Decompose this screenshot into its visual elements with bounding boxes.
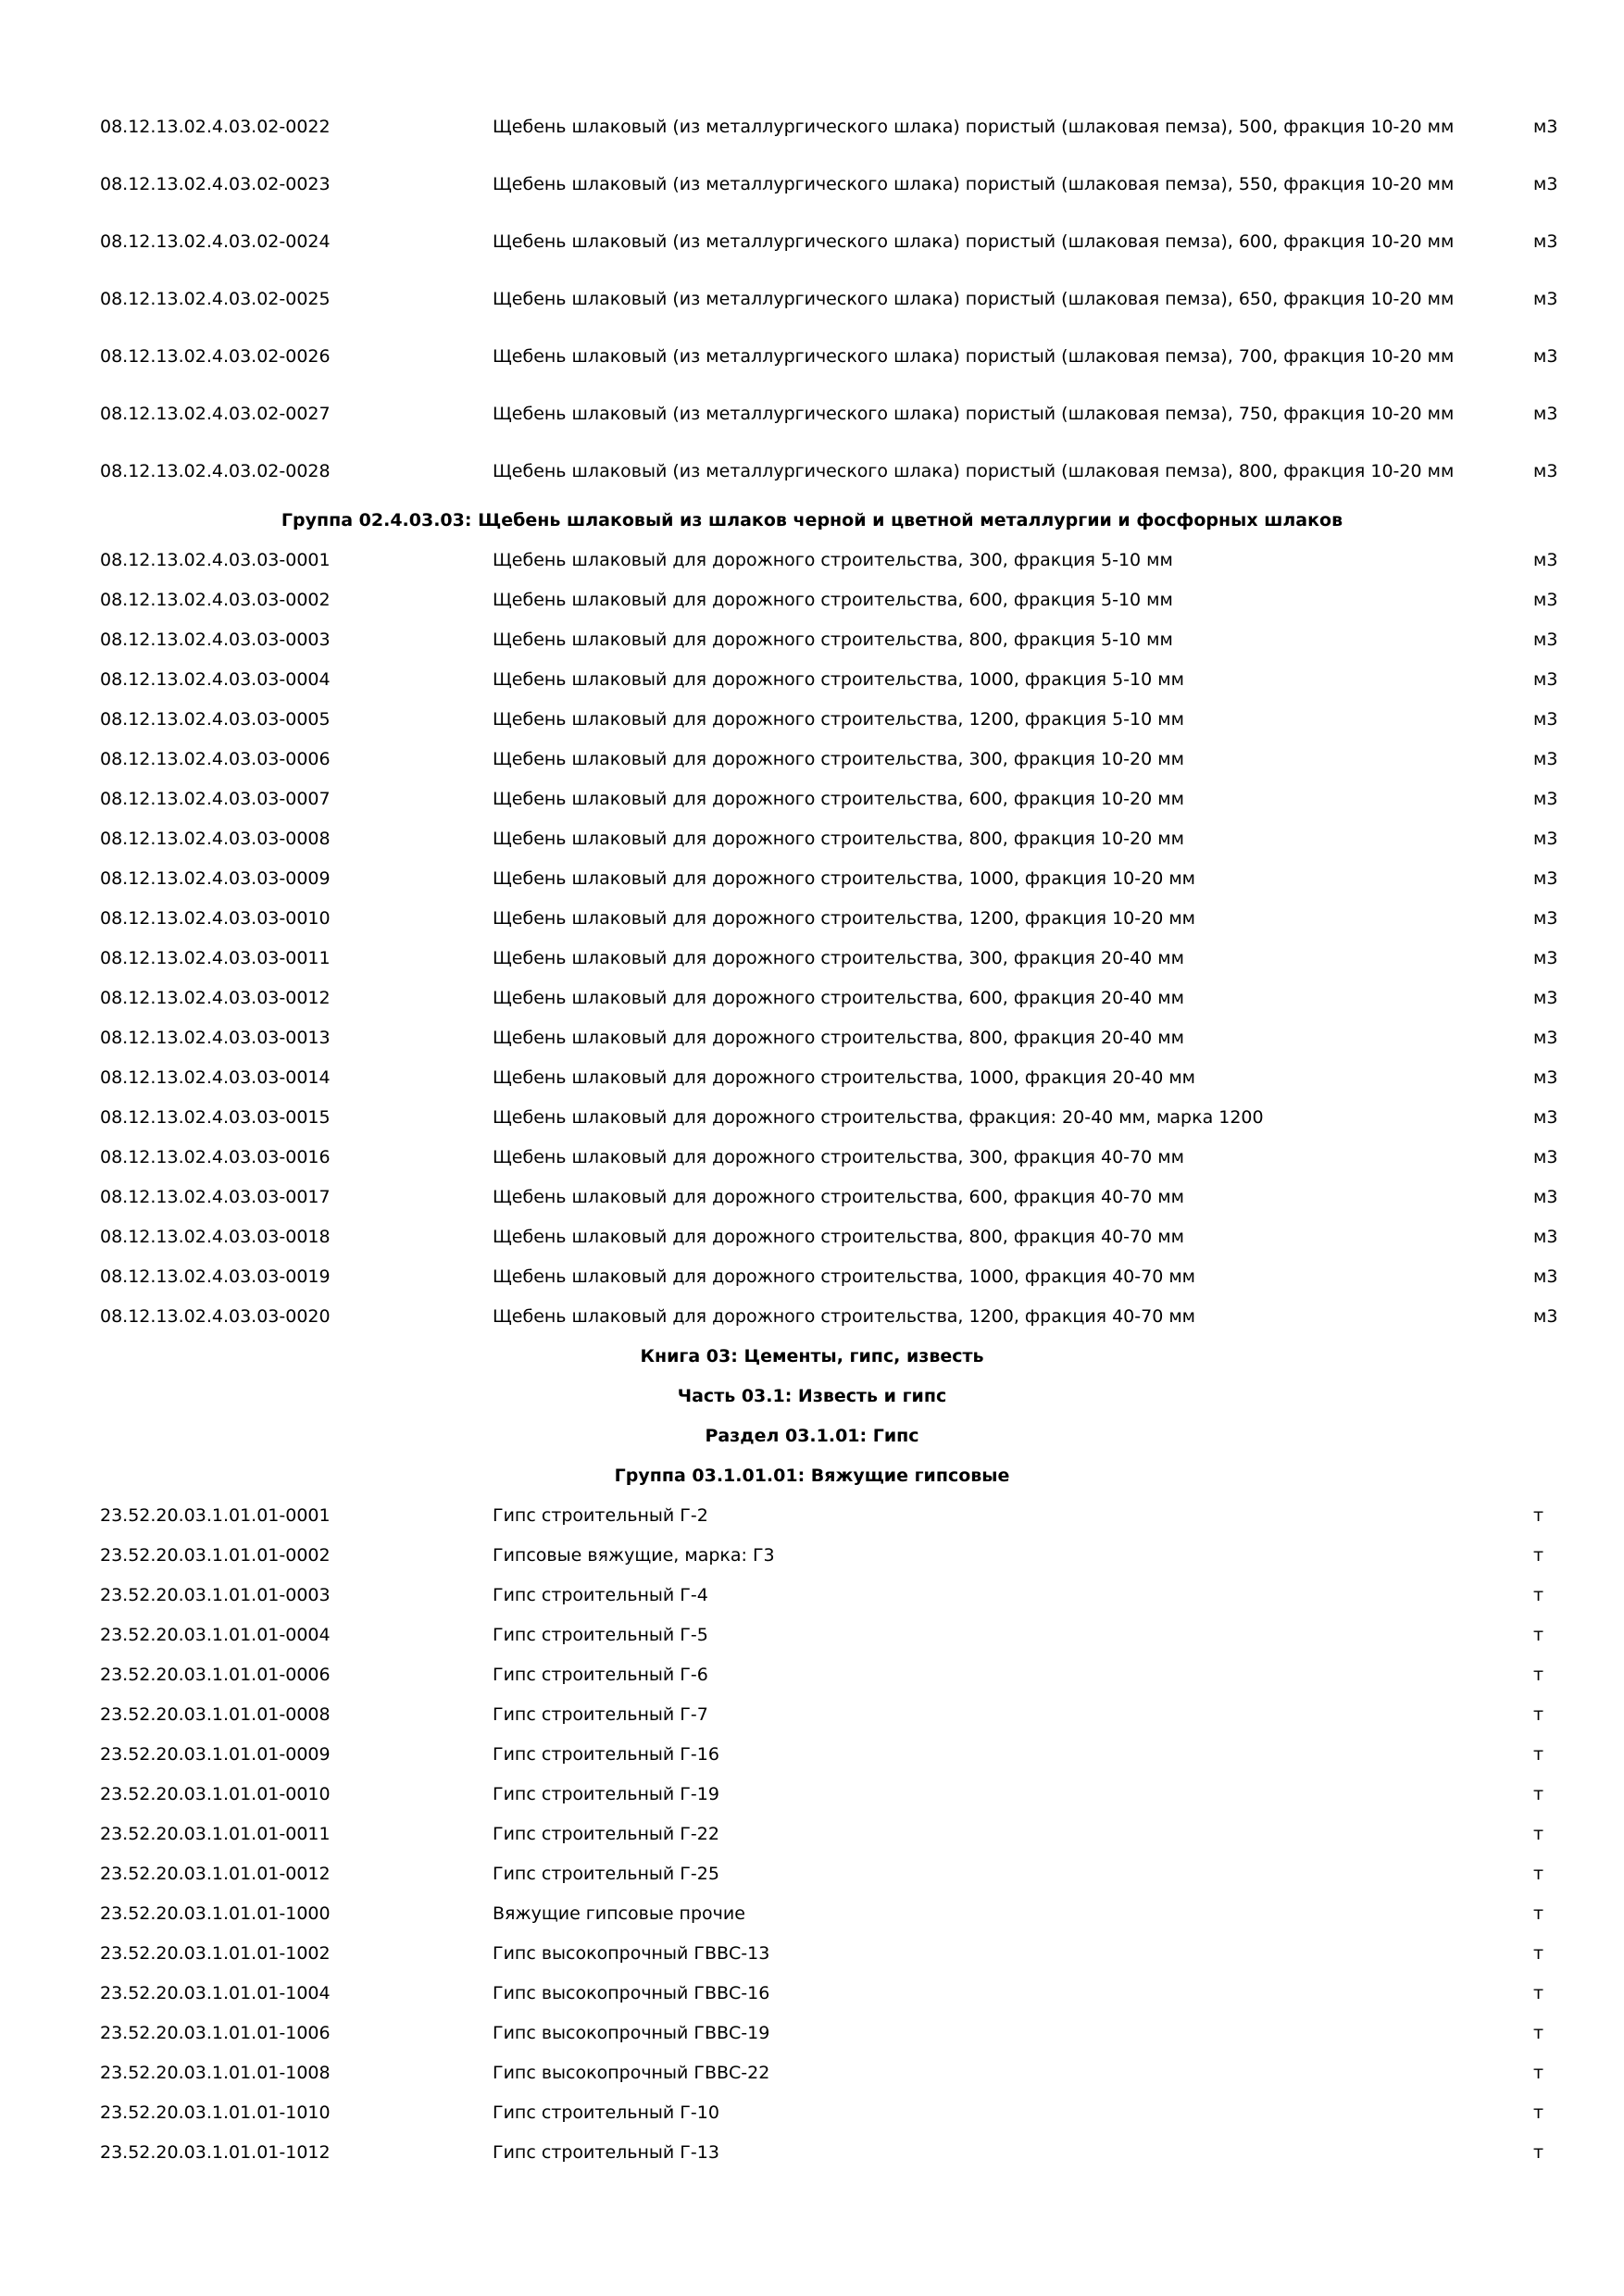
item-unit: м3	[1533, 948, 1558, 968]
item-name: Щебень шлаковый для дорожного строительства, 800, фракция 40-70 мм	[493, 1227, 1184, 1247]
item-name: Гипс строительный Г-19	[493, 1784, 719, 1804]
item-code: 23.52.20.03.1.01.01-1004	[100, 1983, 331, 2003]
item-name: Гипс строительный Г-5	[493, 1625, 708, 1645]
item-code: 08.12.13.02.4.03.03-0020	[100, 1306, 331, 1327]
item-name: Гипс высокопрочный ГВВС-13	[493, 1943, 770, 1964]
item-code: 08.12.13.02.4.03.03-0001	[100, 550, 331, 570]
item-code: 23.52.20.03.1.01.01-1002	[100, 1943, 331, 1964]
item-unit: м3	[1533, 829, 1558, 849]
item-name: Щебень шлаковый для дорожного строительства, 600, фракция 40-70 мм	[493, 1187, 1184, 1207]
item-name: Гипс строительный Г-22	[493, 1824, 719, 1844]
item-code: 23.52.20.03.1.01.01-0009	[100, 1744, 331, 1765]
item-unit: т	[1533, 1545, 1544, 1566]
item-unit: м3	[1533, 590, 1558, 610]
item-name: Гипс строительный Г-2	[493, 1505, 708, 1526]
item-unit: м3	[1533, 1227, 1558, 1247]
item-unit: т	[1533, 2023, 1544, 2043]
item-name: Щебень шлаковый для дорожного строительства, 600, фракция 5-10 мм	[493, 590, 1173, 610]
item-unit: м3	[1533, 669, 1558, 690]
item-code: 08.12.13.02.4.03.02-0025	[100, 289, 331, 309]
group-heading: Группа 03.1.01.01: Вяжущие гипсовые	[614, 1466, 1010, 1486]
item-code: 08.12.13.02.4.03.02-0028	[100, 461, 331, 481]
item-unit: т	[1533, 1625, 1544, 1645]
item-name: Гипс строительный Г-13	[493, 2142, 719, 2163]
item-name: Щебень шлаковый (из металлургического шлака) пористый (шлаковая пемза), 700, фракция 10-20 мм	[493, 346, 1455, 367]
item-unit: т	[1533, 1784, 1544, 1804]
item-unit: м3	[1533, 868, 1558, 889]
item-unit: м3	[1533, 461, 1558, 481]
item-unit: м3	[1533, 1267, 1558, 1287]
item-unit: м3	[1533, 174, 1558, 194]
item-code: 08.12.13.02.4.03.02-0022	[100, 117, 331, 137]
item-unit: т	[1533, 1505, 1544, 1526]
item-code: 08.12.13.02.4.03.03-0005	[100, 709, 331, 730]
item-unit: м3	[1533, 404, 1558, 424]
item-code: 08.12.13.02.4.03.02-0027	[100, 404, 331, 424]
item-code: 08.12.13.02.4.03.02-0024	[100, 231, 331, 252]
item-name: Щебень шлаковый (из металлургического шлака) пористый (шлаковая пемза), 750, фракция 10-20 мм	[493, 404, 1455, 424]
item-unit: м3	[1533, 1067, 1558, 1088]
item-code: 23.52.20.03.1.01.01-0004	[100, 1625, 331, 1645]
group-heading: Часть 03.1: Известь и гипс	[677, 1386, 947, 1406]
item-name: Щебень шлаковый (из металлургического шлака) пористый (шлаковая пемза), 500, фракция 10-20 мм	[493, 117, 1455, 137]
item-unit: т	[1533, 1665, 1544, 1685]
item-code: 23.52.20.03.1.01.01-0006	[100, 1665, 331, 1685]
item-name: Щебень шлаковый для дорожного строительства, 800, фракция 20-40 мм	[493, 1028, 1184, 1048]
item-unit: м3	[1533, 550, 1558, 570]
item-code: 08.12.13.02.4.03.03-0008	[100, 829, 331, 849]
item-name: Щебень шлаковый для дорожного строительства, 1200, фракция 5-10 мм	[493, 709, 1184, 730]
item-name: Гипс высокопрочный ГВВС-19	[493, 2023, 770, 2043]
item-code: 23.52.20.03.1.01.01-1012	[100, 2142, 331, 2163]
item-code: 23.52.20.03.1.01.01-1008	[100, 2063, 331, 2083]
group-heading: Книга 03: Цементы, гипс, известь	[640, 1346, 984, 1366]
item-code: 08.12.13.02.4.03.03-0015	[100, 1107, 331, 1128]
item-unit: т	[1533, 2063, 1544, 2083]
item-name: Щебень шлаковый для дорожного строительства, 1000, фракция 5-10 мм	[493, 669, 1184, 690]
item-name: Щебень шлаковый для дорожного строительства, 1000, фракция 40-70 мм	[493, 1267, 1196, 1287]
item-code: 08.12.13.02.4.03.02-0026	[100, 346, 331, 367]
item-unit: м3	[1533, 1107, 1558, 1128]
item-code: 23.52.20.03.1.01.01-0012	[100, 1864, 331, 1884]
item-unit: м3	[1533, 630, 1558, 650]
item-name: Щебень шлаковый для дорожного строительства, 1200, фракция 10-20 мм	[493, 908, 1196, 929]
item-unit: т	[1533, 1704, 1544, 1725]
item-code: 08.12.13.02.4.03.03-0019	[100, 1267, 331, 1287]
item-code: 08.12.13.02.4.03.03-0011	[100, 948, 331, 968]
group-heading: Группа 02.4.03.03: Щебень шлаковый из шлаков черной и цветной металлургии и фосфорных шлаков	[281, 510, 1343, 530]
item-unit: т	[1533, 1864, 1544, 1884]
item-code: 08.12.13.02.4.03.03-0010	[100, 908, 331, 929]
item-code: 08.12.13.02.4.03.03-0003	[100, 630, 331, 650]
item-name: Гипс строительный Г-10	[493, 2103, 719, 2123]
item-name: Щебень шлаковый для дорожного строительства, 1000, фракция 20-40 мм	[493, 1067, 1196, 1088]
item-code: 08.12.13.02.4.03.03-0007	[100, 789, 331, 809]
item-name: Щебень шлаковый для дорожного строительства, 1000, фракция 10-20 мм	[493, 868, 1196, 889]
item-code: 23.52.20.03.1.01.01-0011	[100, 1824, 331, 1844]
item-name: Гипсовые вяжущие, марка: Г3	[493, 1545, 775, 1566]
item-unit: м3	[1533, 1028, 1558, 1048]
item-unit: т	[1533, 1903, 1544, 1924]
item-unit: м3	[1533, 117, 1558, 137]
item-unit: м3	[1533, 709, 1558, 730]
item-name: Гипс строительный Г-25	[493, 1864, 719, 1884]
item-name: Щебень шлаковый (из металлургического шлака) пористый (шлаковая пемза), 600, фракция 10-20 мм	[493, 231, 1455, 252]
item-code: 08.12.13.02.4.03.03-0018	[100, 1227, 331, 1247]
item-code: 08.12.13.02.4.03.03-0016	[100, 1147, 331, 1167]
item-code: 08.12.13.02.4.03.02-0023	[100, 174, 331, 194]
item-unit: т	[1533, 2142, 1544, 2163]
item-name: Щебень шлаковый для дорожного строительства, 300, фракция 10-20 мм	[493, 749, 1184, 769]
group-heading: Раздел 03.1.01: Гипс	[705, 1426, 919, 1446]
item-name: Щебень шлаковый для дорожного строительства, фракция: 20-40 мм, марка 1200	[493, 1107, 1264, 1128]
item-name: Щебень шлаковый для дорожного строительства, 1200, фракция 40-70 мм	[493, 1306, 1196, 1327]
item-unit: т	[1533, 1824, 1544, 1844]
item-unit: т	[1533, 1744, 1544, 1765]
item-name: Щебень шлаковый (из металлургического шлака) пористый (шлаковая пемза), 550, фракция 10-20 мм	[493, 174, 1455, 194]
item-unit: м3	[1533, 1147, 1558, 1167]
item-name: Вяжущие гипсовые прочие	[493, 1903, 745, 1924]
item-unit: т	[1533, 1983, 1544, 2003]
item-name: Щебень шлаковый для дорожного строительства, 300, фракция 40-70 мм	[493, 1147, 1184, 1167]
item-name: Щебень шлаковый для дорожного строительства, 800, фракция 10-20 мм	[493, 829, 1184, 849]
item-code: 23.52.20.03.1.01.01-0001	[100, 1505, 331, 1526]
item-code: 08.12.13.02.4.03.03-0013	[100, 1028, 331, 1048]
item-unit: м3	[1533, 789, 1558, 809]
item-unit: м3	[1533, 1187, 1558, 1207]
item-name: Щебень шлаковый (из металлургического шлака) пористый (шлаковая пемза), 800, фракция 10-20 мм	[493, 461, 1455, 481]
item-unit: м3	[1533, 289, 1558, 309]
item-code: 23.52.20.03.1.01.01-1010	[100, 2103, 331, 2123]
item-name: Щебень шлаковый для дорожного строительства, 600, фракция 20-40 мм	[493, 988, 1184, 1008]
item-unit: т	[1533, 1943, 1544, 1964]
item-name: Щебень шлаковый для дорожного строительства, 300, фракция 5-10 мм	[493, 550, 1173, 570]
item-code: 23.52.20.03.1.01.01-1006	[100, 2023, 331, 2043]
item-unit: м3	[1533, 908, 1558, 929]
item-code: 08.12.13.02.4.03.03-0004	[100, 669, 331, 690]
item-name: Щебень шлаковый для дорожного строительства, 300, фракция 20-40 мм	[493, 948, 1184, 968]
item-name: Гипс строительный Г-6	[493, 1665, 708, 1685]
item-unit: м3	[1533, 231, 1558, 252]
item-name: Щебень шлаковый для дорожного строительства, 600, фракция 10-20 мм	[493, 789, 1184, 809]
item-code: 23.52.20.03.1.01.01-0008	[100, 1704, 331, 1725]
item-code: 08.12.13.02.4.03.03-0017	[100, 1187, 331, 1207]
item-name: Гипс высокопрочный ГВВС-16	[493, 1983, 770, 2003]
item-name: Гипс строительный Г-4	[493, 1585, 708, 1605]
item-code: 23.52.20.03.1.01.01-0003	[100, 1585, 331, 1605]
item-unit: т	[1533, 2103, 1544, 2123]
item-name: Гипс строительный Г-7	[493, 1704, 708, 1725]
item-code: 08.12.13.02.4.03.03-0012	[100, 988, 331, 1008]
item-name: Щебень шлаковый для дорожного строительства, 800, фракция 5-10 мм	[493, 630, 1173, 650]
item-code: 08.12.13.02.4.03.03-0002	[100, 590, 331, 610]
item-code: 08.12.13.02.4.03.03-0006	[100, 749, 331, 769]
item-code: 08.12.13.02.4.03.03-0014	[100, 1067, 331, 1088]
item-name: Гипс высокопрочный ГВВС-22	[493, 2063, 770, 2083]
item-name: Гипс строительный Г-16	[493, 1744, 719, 1765]
item-code: 23.52.20.03.1.01.01-0002	[100, 1545, 331, 1566]
item-name: Щебень шлаковый (из металлургического шлака) пористый (шлаковая пемза), 650, фракция 10-20 мм	[493, 289, 1455, 309]
item-code: 08.12.13.02.4.03.03-0009	[100, 868, 331, 889]
item-unit: м3	[1533, 1306, 1558, 1327]
item-unit: м3	[1533, 346, 1558, 367]
item-unit: т	[1533, 1585, 1544, 1605]
item-code: 23.52.20.03.1.01.01-1000	[100, 1903, 331, 1924]
item-unit: м3	[1533, 749, 1558, 769]
item-code: 23.52.20.03.1.01.01-0010	[100, 1784, 331, 1804]
item-unit: м3	[1533, 988, 1558, 1008]
